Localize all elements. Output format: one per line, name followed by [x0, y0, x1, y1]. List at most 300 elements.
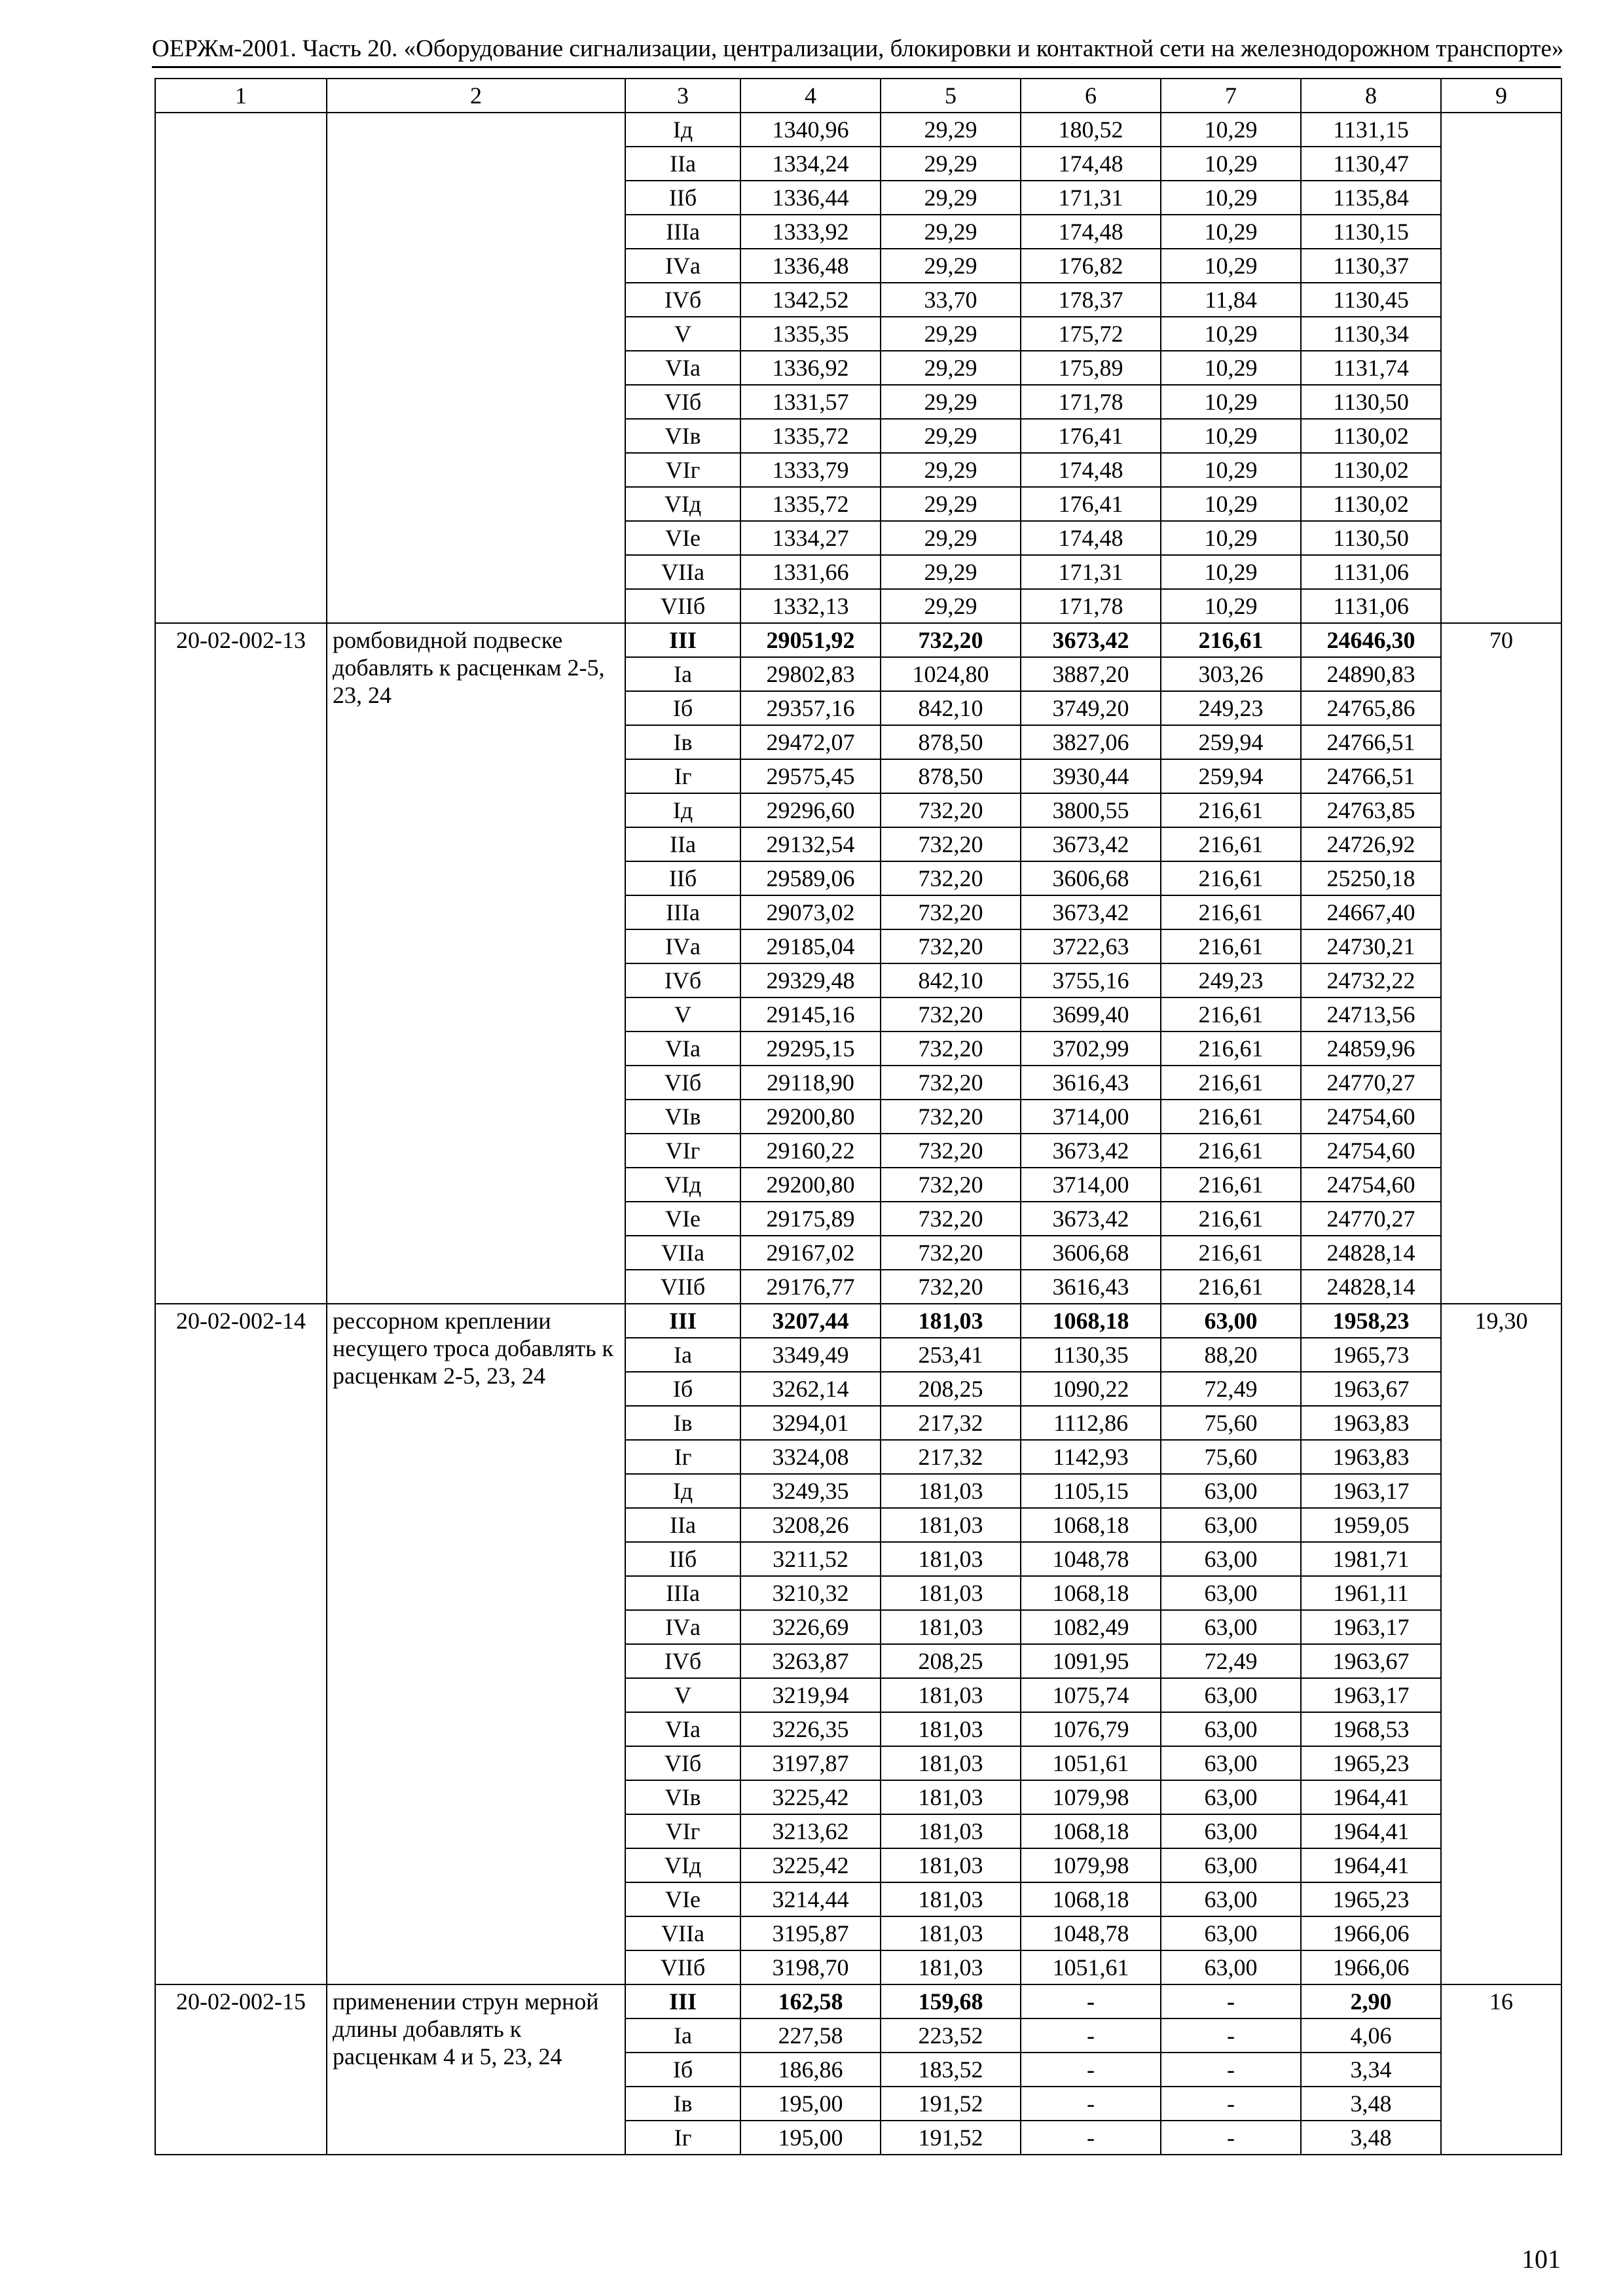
- value-cell: -: [1161, 1984, 1301, 2018]
- value-cell: 1966,06: [1301, 1916, 1441, 1950]
- value-cell: 180,52: [1021, 113, 1161, 147]
- zone-cell: VIб: [625, 1066, 740, 1100]
- value-cell: -: [1161, 2121, 1301, 2155]
- value-cell: 3673,42: [1021, 1134, 1161, 1168]
- value-cell: 63,00: [1161, 1916, 1301, 1950]
- value-cell: 63,00: [1161, 1474, 1301, 1508]
- value-cell: 1131,15: [1301, 113, 1441, 147]
- value-cell: 181,03: [881, 1304, 1021, 1338]
- value-cell: 732,20: [881, 623, 1021, 657]
- zone-cell: Iб: [625, 2053, 740, 2087]
- value-cell: 29167,02: [740, 1236, 881, 1270]
- value-cell: -: [1161, 2018, 1301, 2053]
- value-cell: 24754,60: [1301, 1168, 1441, 1202]
- value-cell: 1130,37: [1301, 249, 1441, 283]
- value-cell: 181,03: [881, 1814, 1021, 1848]
- value-cell: 216,61: [1161, 1031, 1301, 1066]
- value-cell: 29118,90: [740, 1066, 881, 1100]
- value-cell: 1966,06: [1301, 1950, 1441, 1984]
- value-cell: 732,20: [881, 1270, 1021, 1304]
- value-cell: 88,20: [1161, 1338, 1301, 1372]
- value-cell: 24732,22: [1301, 963, 1441, 997]
- column-number-row: [155, 79, 1561, 113]
- value-cell: 10,29: [1161, 555, 1301, 589]
- value-cell: 29,29: [881, 589, 1021, 623]
- value-cell: 181,03: [881, 1576, 1021, 1610]
- value-cell: 72,49: [1161, 1372, 1301, 1406]
- value-cell: 732,20: [881, 827, 1021, 861]
- value-cell: 3714,00: [1021, 1100, 1161, 1134]
- value-cell: 3214,44: [740, 1882, 881, 1916]
- value-cell: 1958,23: [1301, 1304, 1441, 1338]
- value-cell: 732,20: [881, 793, 1021, 827]
- value-cell: 3800,55: [1021, 793, 1161, 827]
- value-cell: 29200,80: [740, 1100, 881, 1134]
- value-cell: 1342,52: [740, 283, 881, 317]
- value-cell: 29,29: [881, 249, 1021, 283]
- value-cell: 33,70: [881, 283, 1021, 317]
- value-cell: 24713,56: [1301, 997, 1441, 1031]
- column-number-cell: 6: [1021, 79, 1161, 113]
- zone-cell: III: [625, 623, 740, 657]
- value-cell: 63,00: [1161, 1542, 1301, 1576]
- value-cell: 1963,83: [1301, 1440, 1441, 1474]
- value-cell: 732,20: [881, 1236, 1021, 1270]
- zone-cell: VIб: [625, 385, 740, 419]
- value-cell: 191,52: [881, 2121, 1021, 2155]
- value-cell: 181,03: [881, 1882, 1021, 1916]
- value-cell: 24770,27: [1301, 1066, 1441, 1100]
- value-cell: -: [1021, 1984, 1161, 2018]
- code-cell-empty: [155, 113, 327, 623]
- zone-cell: VIе: [625, 1882, 740, 1916]
- value-cell: 3294,01: [740, 1406, 881, 1440]
- value-cell: 29357,16: [740, 691, 881, 725]
- value-cell: 878,50: [881, 759, 1021, 793]
- value-cell: 24726,92: [1301, 827, 1441, 861]
- value-cell: 1048,78: [1021, 1916, 1161, 1950]
- value-cell: 223,52: [881, 2018, 1021, 2053]
- value-cell: 171,78: [1021, 385, 1161, 419]
- zone-cell: VIг: [625, 1814, 740, 1848]
- value-cell: 1130,02: [1301, 419, 1441, 453]
- value-cell: 732,20: [881, 1134, 1021, 1168]
- value-cell: 1331,66: [740, 555, 881, 589]
- value-cell: 1331,57: [740, 385, 881, 419]
- zone-cell: Iб: [625, 691, 740, 725]
- value-cell: 208,25: [881, 1372, 1021, 1406]
- value-cell: 3616,43: [1021, 1066, 1161, 1100]
- value-cell: 24667,40: [1301, 895, 1441, 929]
- value-cell: 1961,11: [1301, 1576, 1441, 1610]
- value-cell: 10,29: [1161, 487, 1301, 521]
- value-cell: 732,20: [881, 929, 1021, 963]
- value-cell: 181,03: [881, 1916, 1021, 1950]
- value-cell: 24766,51: [1301, 725, 1441, 759]
- value-cell: 24765,86: [1301, 691, 1441, 725]
- value-cell: 1959,05: [1301, 1508, 1441, 1542]
- zone-cell: VIа: [625, 1712, 740, 1746]
- value-cell: 216,61: [1161, 997, 1301, 1031]
- zone-cell: IVб: [625, 1644, 740, 1678]
- value-cell: 75,60: [1161, 1406, 1301, 1440]
- value-cell: 63,00: [1161, 1848, 1301, 1882]
- table-row: [155, 1304, 1561, 1338]
- column-number-cell: 4: [740, 79, 881, 113]
- value-cell: 181,03: [881, 1746, 1021, 1780]
- value-cell: 3,48: [1301, 2087, 1441, 2121]
- zone-cell: III: [625, 1984, 740, 2018]
- value-cell: 29051,92: [740, 623, 881, 657]
- table-row: [155, 113, 1561, 147]
- zone-cell: V: [625, 317, 740, 351]
- value-cell: 176,82: [1021, 249, 1161, 283]
- value-cell: 1965,23: [1301, 1882, 1441, 1916]
- labor-rate-cell: 70: [1441, 623, 1561, 1304]
- value-cell: 1130,45: [1301, 283, 1441, 317]
- value-cell: 1333,92: [740, 215, 881, 249]
- value-cell: 1105,15: [1021, 1474, 1161, 1508]
- value-cell: 1965,73: [1301, 1338, 1441, 1372]
- value-cell: 1963,67: [1301, 1372, 1441, 1406]
- value-cell: 181,03: [881, 1950, 1021, 1984]
- document-header: ОЕРЖм-2001. Часть 20. «Оборудование сигнализации, централизации, блокировки и контактной сети на железнодорожном транспорте»: [152, 35, 1564, 62]
- value-cell: 1131,06: [1301, 589, 1441, 623]
- value-cell: 29073,02: [740, 895, 881, 929]
- value-cell: 1963,17: [1301, 1678, 1441, 1712]
- zone-cell: V: [625, 1678, 740, 1712]
- value-cell: 732,20: [881, 1066, 1021, 1100]
- value-cell: 3262,14: [740, 1372, 881, 1406]
- value-cell: 2,90: [1301, 1984, 1441, 2018]
- value-cell: 24890,83: [1301, 657, 1441, 691]
- value-cell: 24766,51: [1301, 759, 1441, 793]
- value-cell: 3207,44: [740, 1304, 881, 1338]
- zone-cell: Iв: [625, 1406, 740, 1440]
- value-cell: 171,78: [1021, 589, 1161, 623]
- zone-cell: III: [625, 1304, 740, 1338]
- value-cell: 3702,99: [1021, 1031, 1161, 1066]
- zone-cell: Iг: [625, 1440, 740, 1474]
- value-cell: 175,89: [1021, 351, 1161, 385]
- value-cell: 1075,74: [1021, 1678, 1161, 1712]
- value-cell: 3714,00: [1021, 1168, 1161, 1202]
- value-cell: 1335,35: [740, 317, 881, 351]
- zone-cell: Iа: [625, 1338, 740, 1372]
- value-cell: 175,72: [1021, 317, 1161, 351]
- zone-cell: Iв: [625, 2087, 740, 2121]
- value-cell: -: [1161, 2053, 1301, 2087]
- column-number-cell: 9: [1441, 79, 1561, 113]
- zone-cell: VIIб: [625, 1950, 740, 1984]
- zone-cell: Iг: [625, 759, 740, 793]
- value-cell: 29200,80: [740, 1168, 881, 1202]
- value-cell: 216,61: [1161, 895, 1301, 929]
- value-cell: 176,41: [1021, 419, 1161, 453]
- value-cell: 10,29: [1161, 113, 1301, 147]
- value-cell: 1082,49: [1021, 1610, 1161, 1644]
- value-cell: 216,61: [1161, 1168, 1301, 1202]
- value-cell: -: [1161, 2087, 1301, 2121]
- value-cell: 1130,47: [1301, 147, 1441, 181]
- value-cell: 29296,60: [740, 793, 881, 827]
- zone-cell: VIб: [625, 1746, 740, 1780]
- value-cell: 1142,93: [1021, 1440, 1161, 1474]
- value-cell: 162,58: [740, 1984, 881, 2018]
- value-cell: 216,61: [1161, 861, 1301, 895]
- value-cell: 1335,72: [740, 419, 881, 453]
- value-cell: 732,20: [881, 1100, 1021, 1134]
- zone-cell: IVа: [625, 1610, 740, 1644]
- value-cell: 159,68: [881, 1984, 1021, 2018]
- table-body: [155, 79, 1561, 2155]
- value-cell: 3673,42: [1021, 1202, 1161, 1236]
- zone-cell: IIб: [625, 1542, 740, 1576]
- value-cell: 181,03: [881, 1678, 1021, 1712]
- value-cell: 29,29: [881, 113, 1021, 147]
- value-cell: 3827,06: [1021, 725, 1161, 759]
- value-cell: 1068,18: [1021, 1882, 1161, 1916]
- value-cell: 195,00: [740, 2087, 881, 2121]
- value-cell: 3673,42: [1021, 623, 1161, 657]
- zone-cell: VIIа: [625, 1916, 740, 1950]
- value-cell: 3673,42: [1021, 895, 1161, 929]
- zone-cell: IVа: [625, 929, 740, 963]
- value-cell: 1131,06: [1301, 555, 1441, 589]
- value-cell: 3324,08: [740, 1440, 881, 1474]
- zone-cell: Iд: [625, 793, 740, 827]
- price-table: [155, 78, 1562, 2155]
- value-cell: 29132,54: [740, 827, 881, 861]
- value-cell: 259,94: [1161, 725, 1301, 759]
- value-cell: 75,60: [1161, 1440, 1301, 1474]
- rate-code-cell: 20-02-002-14: [155, 1304, 327, 1984]
- value-cell: 1334,27: [740, 521, 881, 555]
- value-cell: 1332,13: [740, 589, 881, 623]
- value-cell: 24859,96: [1301, 1031, 1441, 1066]
- value-cell: 1051,61: [1021, 1746, 1161, 1780]
- value-cell: 181,03: [881, 1542, 1021, 1576]
- value-cell: 1336,44: [740, 181, 881, 215]
- value-cell: 63,00: [1161, 1304, 1301, 1338]
- zone-cell: VIд: [625, 1848, 740, 1882]
- value-cell: 3225,42: [740, 1780, 881, 1814]
- value-cell: 181,03: [881, 1848, 1021, 1882]
- value-cell: -: [1021, 2121, 1161, 2155]
- value-cell: 63,00: [1161, 1678, 1301, 1712]
- value-cell: 181,03: [881, 1610, 1021, 1644]
- value-cell: 1090,22: [1021, 1372, 1161, 1406]
- page-number: 101: [1522, 2244, 1561, 2274]
- value-cell: 29329,48: [740, 963, 881, 997]
- value-cell: 1130,15: [1301, 215, 1441, 249]
- zone-cell: VIа: [625, 351, 740, 385]
- value-cell: 216,61: [1161, 929, 1301, 963]
- value-cell: 208,25: [881, 1644, 1021, 1678]
- value-cell: 217,32: [881, 1440, 1021, 1474]
- column-number-cell: 1: [155, 79, 327, 113]
- zone-cell: IIа: [625, 1508, 740, 1542]
- value-cell: 181,03: [881, 1780, 1021, 1814]
- value-cell: 1964,41: [1301, 1814, 1441, 1848]
- value-cell: 181,03: [881, 1712, 1021, 1746]
- value-cell: 29,29: [881, 181, 1021, 215]
- value-cell: 181,03: [881, 1508, 1021, 1542]
- zone-cell: Iа: [625, 2018, 740, 2053]
- value-cell: 29,29: [881, 385, 1021, 419]
- value-cell: 842,10: [881, 691, 1021, 725]
- value-cell: 1963,17: [1301, 1610, 1441, 1644]
- value-cell: 1068,18: [1021, 1576, 1161, 1610]
- value-cell: 29,29: [881, 419, 1021, 453]
- description-cell: применении струн мерной длины добавлять к расценкам 4 и 5, 23, 24: [327, 1984, 625, 2155]
- column-number-cell: 8: [1301, 79, 1441, 113]
- column-number-cell: 5: [881, 79, 1021, 113]
- value-cell: 3722,63: [1021, 929, 1161, 963]
- value-cell: 3699,40: [1021, 997, 1161, 1031]
- value-cell: 191,52: [881, 2087, 1021, 2121]
- value-cell: 3673,42: [1021, 827, 1161, 861]
- value-cell: 29185,04: [740, 929, 881, 963]
- value-cell: 1333,79: [740, 453, 881, 487]
- value-cell: 1964,41: [1301, 1780, 1441, 1814]
- value-cell: 183,52: [881, 2053, 1021, 2087]
- value-cell: 3198,70: [740, 1950, 881, 1984]
- value-cell: 1024,80: [881, 657, 1021, 691]
- value-cell: 1068,18: [1021, 1304, 1161, 1338]
- column-number-cell: 3: [625, 79, 740, 113]
- zone-cell: Iг: [625, 2121, 740, 2155]
- value-cell: 216,61: [1161, 1270, 1301, 1304]
- value-cell: 1076,79: [1021, 1712, 1161, 1746]
- value-cell: 1981,71: [1301, 1542, 1441, 1576]
- zone-cell: VIIа: [625, 1236, 740, 1270]
- value-cell: 3219,94: [740, 1678, 881, 1712]
- value-cell: 732,20: [881, 1031, 1021, 1066]
- value-cell: 3755,16: [1021, 963, 1161, 997]
- zone-cell: V: [625, 997, 740, 1031]
- value-cell: 3208,26: [740, 1508, 881, 1542]
- value-cell: 29575,45: [740, 759, 881, 793]
- value-cell: 171,31: [1021, 555, 1161, 589]
- value-cell: 732,20: [881, 997, 1021, 1031]
- value-cell: 3197,87: [740, 1746, 881, 1780]
- value-cell: 249,23: [1161, 963, 1301, 997]
- rate-code-cell: 20-02-002-15: [155, 1984, 327, 2155]
- value-cell: 63,00: [1161, 1610, 1301, 1644]
- zone-cell: VIг: [625, 1134, 740, 1168]
- value-cell: 10,29: [1161, 521, 1301, 555]
- value-cell: 216,61: [1161, 1202, 1301, 1236]
- zone-cell: VIд: [625, 1168, 740, 1202]
- value-cell: 29145,16: [740, 997, 881, 1031]
- value-cell: 3,48: [1301, 2121, 1441, 2155]
- value-cell: 10,29: [1161, 215, 1301, 249]
- value-cell: 3195,87: [740, 1916, 881, 1950]
- zone-cell: IIIа: [625, 895, 740, 929]
- value-cell: 10,29: [1161, 589, 1301, 623]
- value-cell: 1051,61: [1021, 1950, 1161, 1984]
- value-cell: 24754,60: [1301, 1100, 1441, 1134]
- value-cell: 1340,96: [740, 113, 881, 147]
- value-cell: 10,29: [1161, 181, 1301, 215]
- value-cell: 1130,02: [1301, 453, 1441, 487]
- value-cell: 842,10: [881, 963, 1021, 997]
- value-cell: 174,48: [1021, 147, 1161, 181]
- value-cell: 1130,02: [1301, 487, 1441, 521]
- value-cell: 732,20: [881, 1168, 1021, 1202]
- rate-code-cell: 20-02-002-13: [155, 623, 327, 1304]
- value-cell: 63,00: [1161, 1508, 1301, 1542]
- value-cell: 1091,95: [1021, 1644, 1161, 1678]
- value-cell: 29,29: [881, 555, 1021, 589]
- zone-cell: VIв: [625, 419, 740, 453]
- value-cell: 10,29: [1161, 385, 1301, 419]
- value-cell: 1963,67: [1301, 1644, 1441, 1678]
- zone-cell: IIIа: [625, 215, 740, 249]
- value-cell: 216,61: [1161, 1100, 1301, 1134]
- value-cell: 3,34: [1301, 2053, 1441, 2087]
- value-cell: 1130,50: [1301, 385, 1441, 419]
- value-cell: 1336,48: [740, 249, 881, 283]
- description-cell: рессорном креплении несущего троса добавлять к расценкам 2-5, 23, 24: [327, 1304, 625, 1984]
- zone-cell: VIе: [625, 1202, 740, 1236]
- value-cell: 24763,85: [1301, 793, 1441, 827]
- zone-cell: IIб: [625, 861, 740, 895]
- rate-cell-empty: [1441, 113, 1561, 623]
- labor-rate-cell: 19,30: [1441, 1304, 1561, 1984]
- value-cell: 1131,74: [1301, 351, 1441, 385]
- value-cell: 174,48: [1021, 215, 1161, 249]
- value-cell: 3606,68: [1021, 1236, 1161, 1270]
- value-cell: 1130,34: [1301, 317, 1441, 351]
- header-divider: [152, 66, 1561, 68]
- zone-cell: IVа: [625, 249, 740, 283]
- value-cell: 181,03: [881, 1474, 1021, 1508]
- value-cell: 3263,87: [740, 1644, 881, 1678]
- value-cell: 63,00: [1161, 1780, 1301, 1814]
- value-cell: 3226,69: [740, 1610, 881, 1644]
- value-cell: 29589,06: [740, 861, 881, 895]
- value-cell: 171,31: [1021, 181, 1161, 215]
- value-cell: 217,32: [881, 1406, 1021, 1440]
- value-cell: -: [1021, 2018, 1161, 2053]
- zone-cell: VIв: [625, 1780, 740, 1814]
- value-cell: 11,84: [1161, 283, 1301, 317]
- value-cell: 63,00: [1161, 1712, 1301, 1746]
- value-cell: 303,26: [1161, 657, 1301, 691]
- zone-cell: VIIб: [625, 1270, 740, 1304]
- value-cell: 63,00: [1161, 1882, 1301, 1916]
- value-cell: 186,86: [740, 2053, 881, 2087]
- zone-cell: Iд: [625, 113, 740, 147]
- zone-cell: IIа: [625, 827, 740, 861]
- value-cell: 1964,41: [1301, 1848, 1441, 1882]
- value-cell: 1068,18: [1021, 1814, 1161, 1848]
- value-cell: 63,00: [1161, 1814, 1301, 1848]
- value-cell: 1963,17: [1301, 1474, 1441, 1508]
- value-cell: 174,48: [1021, 453, 1161, 487]
- zone-cell: IVб: [625, 963, 740, 997]
- zone-cell: VIа: [625, 1031, 740, 1066]
- value-cell: 178,37: [1021, 283, 1161, 317]
- value-cell: 3211,52: [740, 1542, 881, 1576]
- value-cell: 29,29: [881, 487, 1021, 521]
- value-cell: 63,00: [1161, 1746, 1301, 1780]
- description-cell-empty: [327, 113, 625, 623]
- value-cell: 29472,07: [740, 725, 881, 759]
- value-cell: 24754,60: [1301, 1134, 1441, 1168]
